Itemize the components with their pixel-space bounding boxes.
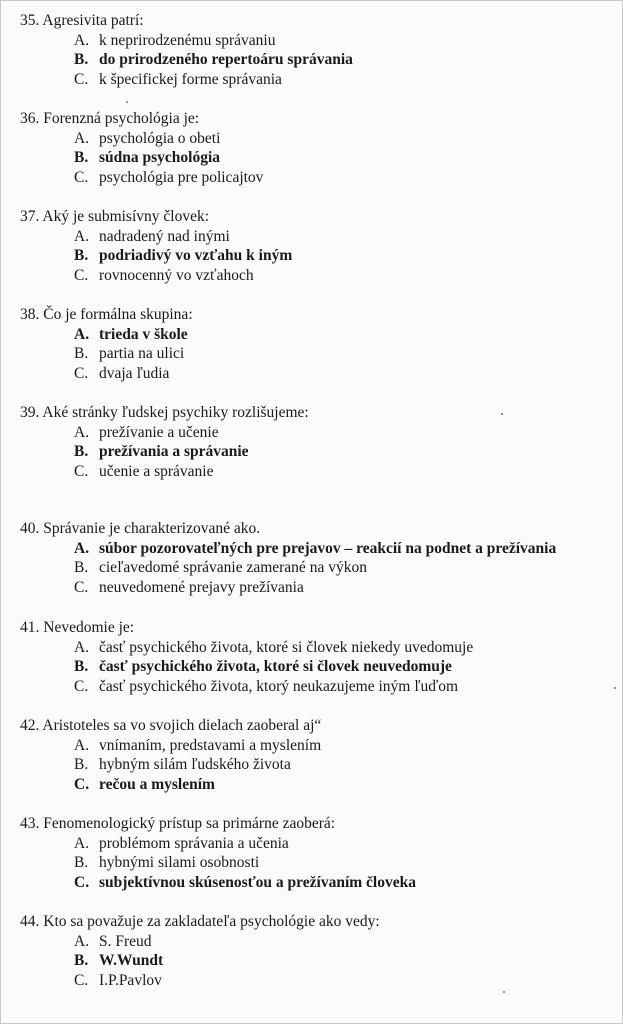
question-block [20, 109, 263, 187]
option-letter: A. [74, 227, 90, 245]
question-text: Čo je formálna skupina: [43, 306, 193, 323]
option-letter: B. [74, 559, 89, 577]
option-text: podriadivý vo vzťahu k iným [99, 247, 293, 265]
option-letter: B. [74, 658, 89, 676]
option-text: učenie a správanie [99, 462, 214, 480]
question-text: Kto sa považuje za zakladateľa psychológie ako vedy: [43, 913, 380, 930]
option-letter: A. [74, 31, 90, 49]
option-letter: C. [74, 168, 89, 186]
answer-option [74, 168, 263, 188]
option-text: k neprirodzenému správaniu [99, 31, 276, 49]
question-block [20, 618, 473, 696]
question-stem [20, 305, 193, 325]
option-text: prežívania a správanie [99, 443, 249, 461]
question-block [20, 11, 353, 89]
option-letter: A. [74, 129, 90, 147]
answer-option [74, 344, 193, 364]
answer-option [74, 971, 380, 991]
question-text: Aristoteles sa vo svojich dielach zaoberal aj“ [42, 717, 322, 734]
question-number: 43. [20, 815, 40, 832]
option-letter: C. [74, 971, 89, 989]
answer-option-correct [74, 775, 321, 795]
answer-option-correct [74, 873, 416, 893]
answer-option [74, 558, 556, 578]
option-text: subjektívnou skúsenosťou a prežívaním človeka [99, 873, 416, 891]
option-letter: B. [74, 51, 89, 69]
question-block [20, 305, 193, 383]
option-text: súbor pozorovateľných pre prejavov – reakcií na podnet a prežívania [99, 539, 557, 557]
option-text: vnímaním, predstavami a myslením [99, 736, 322, 754]
question-stem [20, 716, 321, 736]
option-letter: B. [74, 149, 89, 167]
question-stem [20, 207, 292, 227]
option-text: cieľavedomé správanie zamerané na výkon [99, 559, 367, 577]
question-stem [20, 11, 353, 31]
option-letter: A. [74, 736, 90, 754]
option-letter: B. [74, 345, 89, 363]
question-number: 44. [20, 913, 40, 930]
option-text: hybným silám ľudského života [99, 756, 291, 774]
question-text: Fenomenologický prístup sa primárne zaoberá: [43, 815, 336, 832]
question-number: 40. [20, 520, 40, 537]
question-block [20, 403, 309, 481]
answer-option-correct [74, 539, 556, 559]
question-stem [20, 403, 309, 423]
option-letter: C. [74, 873, 90, 891]
option-letter: B. [74, 854, 89, 872]
option-text: psychológia pre policajtov [99, 168, 264, 186]
question-text: Forenzná psychológia je: [43, 110, 200, 127]
scan-speck [126, 101, 128, 103]
option-text: súdna psychológia [99, 149, 221, 167]
question-stem [20, 109, 263, 129]
question-block [20, 912, 380, 990]
question-number: 38. [20, 306, 40, 323]
option-text: hybnými silami osobnosti [99, 854, 260, 872]
option-letter: B. [74, 247, 89, 265]
scan-speck [503, 991, 505, 993]
question-text: Správanie je charakterizované ako. [43, 520, 261, 537]
answer-option [74, 677, 473, 697]
option-text: problémom správania a učenia [99, 834, 289, 852]
answer-option [74, 31, 353, 51]
option-text: k špecifickej forme správania [99, 70, 282, 88]
question-block [20, 207, 292, 285]
option-letter: C. [74, 578, 89, 596]
option-letter: B. [74, 443, 89, 461]
option-text: psychológia o obeti [99, 129, 221, 147]
option-text: časť psychického života, ktoré si človek neuvedomuje [99, 658, 452, 676]
option-letter: A. [74, 638, 90, 656]
option-letter: A. [74, 325, 90, 343]
option-letter: A. [74, 539, 90, 557]
question-number: 35. [20, 12, 40, 29]
option-letter: B. [74, 952, 89, 970]
answer-option [74, 578, 556, 598]
answer-option-correct [74, 951, 380, 971]
option-text: neuvedomené prejavy prežívania [99, 578, 304, 596]
answer-option [74, 736, 321, 756]
question-text: Nevedomie je: [43, 619, 135, 636]
option-letter: C. [74, 266, 89, 284]
question-number: 36. [20, 110, 40, 127]
option-text: W.Wundt [99, 952, 164, 970]
option-text: S. Freud [99, 932, 152, 950]
answer-option-correct [74, 246, 292, 266]
question-block [20, 519, 556, 597]
option-letter: A. [74, 932, 90, 950]
option-text: rečou a myslením [99, 775, 215, 793]
option-text: trieda v škole [99, 325, 188, 343]
question-stem [20, 519, 556, 539]
option-text: prežívanie a učenie [99, 423, 219, 441]
option-letter: A. [74, 834, 90, 852]
answer-option [74, 423, 309, 443]
answer-option-correct [74, 657, 473, 677]
option-text: dvaja ľudia [99, 364, 170, 382]
answer-option-correct [74, 442, 309, 462]
option-text: časť psychického života, ktorý neukazujeme iným ľuďom [99, 677, 459, 695]
scan-speck [614, 687, 616, 689]
answer-option [74, 932, 380, 952]
option-text: časť psychického života, ktoré si človek niekedy uvedomuje [99, 638, 474, 656]
option-text: nadradený nad inými [99, 227, 230, 245]
answer-option-correct [74, 325, 193, 345]
question-stem [20, 814, 416, 834]
answer-option [74, 364, 193, 384]
question-number: 41. [20, 619, 40, 636]
option-letter: C. [74, 70, 89, 88]
option-text: rovnocenný vo vzťahoch [99, 266, 254, 284]
option-letter: C. [74, 677, 89, 695]
answer-option [74, 266, 292, 286]
answer-option [74, 129, 263, 149]
scan-speck [501, 413, 503, 415]
answer-option [74, 755, 321, 775]
option-letter: B. [74, 756, 89, 774]
answer-option [74, 853, 416, 873]
option-text: I.P.Pavlov [99, 971, 162, 989]
option-letter: C. [74, 364, 89, 382]
answer-option [74, 227, 292, 247]
answer-option [74, 638, 473, 658]
option-letter: C. [74, 462, 89, 480]
answer-option-correct [74, 50, 353, 70]
option-letter: A. [74, 423, 90, 441]
answer-option [74, 462, 309, 482]
question-stem [20, 618, 473, 638]
question-block [20, 716, 321, 794]
answer-option [74, 834, 416, 854]
question-text: Aké stránky ľudskej psychiky rozlišujeme: [42, 404, 309, 421]
option-text: do prirodzeného repertoáru správania [99, 51, 353, 69]
answer-option [74, 70, 353, 90]
question-number: 39. [20, 404, 40, 421]
option-letter: C. [74, 775, 90, 793]
question-block [20, 814, 416, 892]
question-text: Aký je submisívny človek: [42, 208, 210, 225]
question-text: Agresivita patrí: [42, 12, 144, 29]
question-number: 37. [20, 208, 40, 225]
question-number: 42. [20, 717, 40, 734]
question-stem [20, 912, 380, 932]
option-text: partia na ulici [99, 345, 185, 363]
answer-option-correct [74, 148, 263, 168]
